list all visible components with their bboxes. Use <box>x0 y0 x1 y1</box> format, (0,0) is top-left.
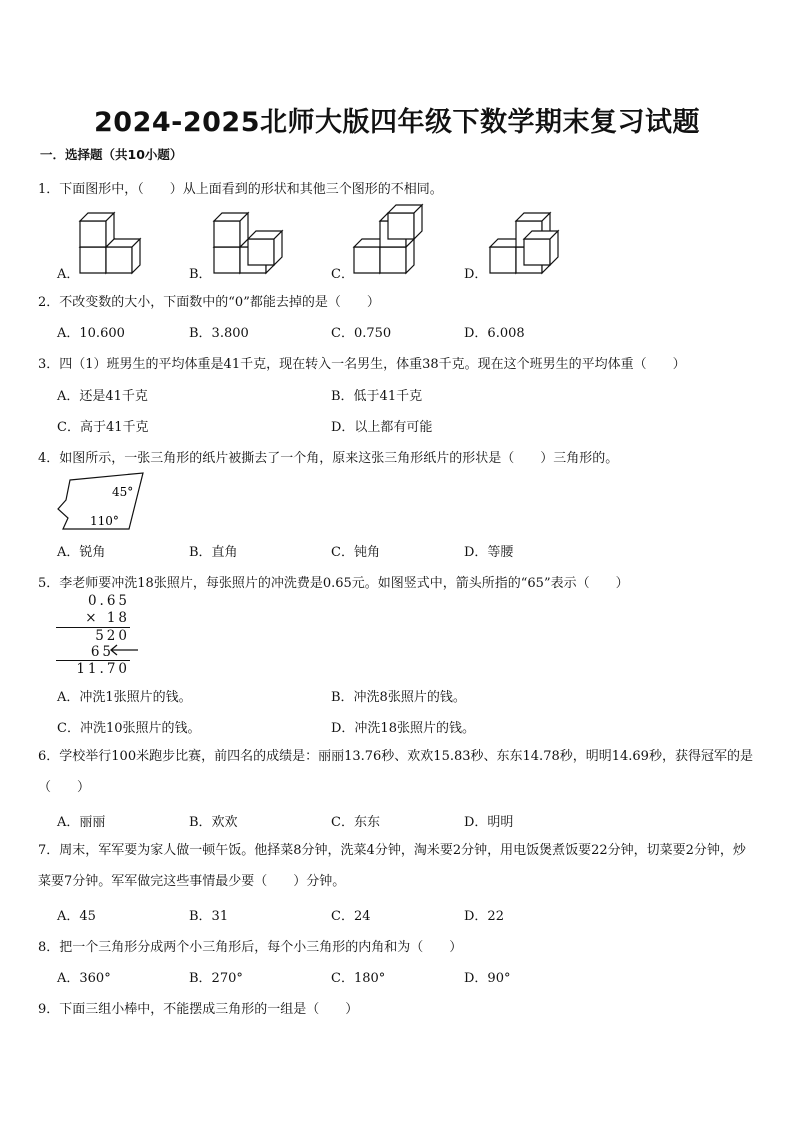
question-5: 5．李老师要冲洗18张照片，每张照片的冲洗费是0.65元。如图竖式中，箭头所指的“65”表示（ ） <box>38 576 629 591</box>
option-2a[interactable]: A．10.600 <box>57 326 125 341</box>
option-1b[interactable]: B． <box>189 267 212 282</box>
option-7c[interactable]: C．24 <box>331 909 371 924</box>
option-2c[interactable]: C．0.750 <box>331 326 392 341</box>
question-8: 8．把一个三角形分成两个小三角形后，每个小三角形的内角和为（ ） <box>38 940 463 955</box>
question-6: 6．学校举行100米跑步比赛，前四名的成绩是：丽丽13.76秒、欢欢15.83秒、东东14.78秒，明明14.69秒，获得冠军的是（ ） <box>38 749 753 795</box>
option-3a[interactable]: A．还是41千克 <box>57 389 148 404</box>
cube-figure-d <box>486 204 566 276</box>
option-7d[interactable]: D．22 <box>464 909 504 924</box>
option-4a[interactable]: A．锐角 <box>57 545 106 560</box>
option-7b[interactable]: B．31 <box>189 909 229 924</box>
option-3b[interactable]: B．低于41千克 <box>331 389 423 404</box>
option-5d[interactable]: D．冲洗18张照片的钱。 <box>331 721 475 736</box>
option-4d[interactable]: D．等腰 <box>464 545 514 560</box>
option-5c[interactable]: C．冲洗10张照片的钱。 <box>57 721 201 736</box>
torn-triangle-figure <box>56 470 148 536</box>
question-7: 7．周末，军军要为家人做一顿午饭。他择菜8分钟，洗菜4分钟，淘米要2分钟，用电饭煲煮饭要22分钟，切菜要2分钟，炒菜要7分钟。军军做完这些事情最少要（ ）分钟。 <box>38 843 746 889</box>
option-4c[interactable]: C．钝角 <box>331 545 380 560</box>
option-1a[interactable]: A． <box>57 267 80 282</box>
option-7a[interactable]: A．45 <box>57 909 96 924</box>
question-9: 9．下面三组小棒中，不能摆成三角形的一组是（ ） <box>38 1002 359 1017</box>
option-2d[interactable]: D．6.008 <box>464 326 525 341</box>
calc-partial-1: 520 <box>95 628 130 644</box>
option-1c[interactable]: C． <box>331 267 354 282</box>
cube-figure-a <box>76 204 148 276</box>
question-4: 4．如图所示，一张三角形的纸片被撕去了一个角，原来这张三角形纸片的形状是（ ）三角形的。 <box>38 451 619 466</box>
calc-multiplier: × 18 <box>85 610 130 626</box>
option-4b[interactable]: B．直角 <box>189 545 238 560</box>
option-3c[interactable]: C．高于41千克 <box>57 420 149 435</box>
question-1: 1．下面图形中，（ ）从上面看到的形状和其他三个图形的不相同。 <box>38 182 443 197</box>
option-6b[interactable]: B．欢欢 <box>189 815 238 830</box>
option-8a[interactable]: A．360° <box>57 971 111 986</box>
option-2b[interactable]: B．3.800 <box>189 326 249 341</box>
option-8b[interactable]: B．270° <box>189 971 243 986</box>
cube-figure-c <box>350 196 440 276</box>
option-6a[interactable]: A．丽丽 <box>57 815 106 830</box>
page-title: 2024-2025北师大版四年级下数学期末复习试题 <box>94 107 700 138</box>
option-8d[interactable]: D．90° <box>464 971 511 986</box>
option-6c[interactable]: C．东东 <box>331 815 380 830</box>
angle-label-45: 45° <box>112 485 134 499</box>
option-8c[interactable]: C．180° <box>331 971 386 986</box>
arrow-left-icon <box>108 643 140 657</box>
option-6d[interactable]: D．明明 <box>464 815 514 830</box>
section-heading: 一．选择题（共10小题） <box>40 147 183 162</box>
calc-product: 11.70 <box>76 661 130 677</box>
calc-multiplicand: 0.65 <box>87 593 130 609</box>
option-5a[interactable]: A．冲洗1张照片的钱。 <box>57 690 192 705</box>
cube-figure-b <box>210 204 300 276</box>
question-3: 3．四（1）班男生的平均体重是41千克，现在转入一名男生，体重38千克。现在这个班男生的平均体重（ ） <box>38 357 686 372</box>
option-5b[interactable]: B．冲洗8张照片的钱。 <box>331 690 466 705</box>
calc-partial-2: 65 <box>90 644 114 660</box>
angle-label-110: 110° <box>90 514 119 528</box>
option-1d[interactable]: D． <box>464 267 488 282</box>
option-3d[interactable]: D．以上都有可能 <box>331 420 433 435</box>
question-2: 2．不改变数的大小，下面数中的“0”都能去掉的是（ ） <box>38 295 380 310</box>
